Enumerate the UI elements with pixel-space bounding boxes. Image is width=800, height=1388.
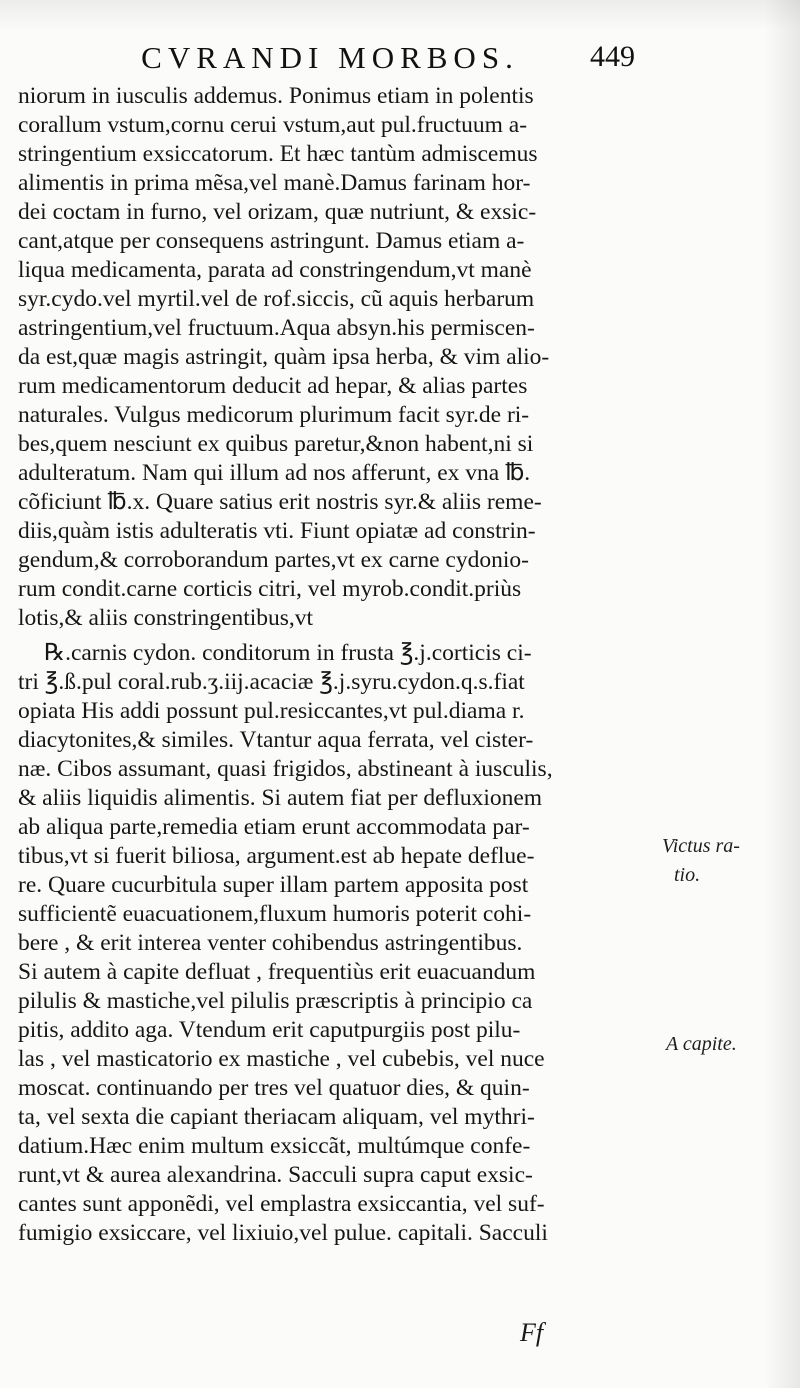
page-number: 449 <box>590 40 635 73</box>
text-line: cant,atque per consequens astringunt. Damus etiam a- <box>18 228 525 254</box>
text-line: stringentium exsiccatorum. Et hæc tantùm admiscemus <box>18 141 538 167</box>
text-line: rum medicamentorum deducit ad hepar, & alias partes <box>18 373 528 399</box>
text-line: & aliis liquidis alimentis. Si autem fiat per defluxionem <box>18 785 543 811</box>
page-shadow-fold <box>764 0 800 1388</box>
text-line: runt,vt & aurea alexandrina. Sacculi supra caput exsic- <box>18 1162 533 1188</box>
margin-note-victus: Victus ra- <box>662 835 740 857</box>
text-line: bes,quem nesciunt ex quibus paretur,&non habent,ni si <box>18 431 534 457</box>
text-line: fumigio exsiccare, vel lixiuio,vel pulue. capitali. Sacculi <box>18 1220 548 1246</box>
text-line: syr.cydo.vel myrtil.vel de rof.siccis, cũ aquis herbarum <box>18 286 535 312</box>
text-line: re. Quare cucurbitula super illam partem apposita post <box>18 872 529 898</box>
page-shadow-top <box>0 0 800 30</box>
text-line: tibus,vt si fuerit biliosa, argument.est ab hepate deflue- <box>18 843 535 869</box>
text-line: cantes sunt apponẽdi, vel emplastra exsiccantia, vel suf- <box>18 1191 545 1217</box>
text-line: corallum vstum,cornu cerui vstum,aut pul.fructuum a- <box>18 112 528 138</box>
text-line: opiata His addi possunt pul.resiccantes,vt pul.diama r. <box>18 698 525 724</box>
text-line: liqua medicamenta, parata ad constringendum,vt manè <box>18 257 532 283</box>
running-head: CVRANDI MORBOS. <box>141 40 519 75</box>
text-line: cõficiunt ℔.x. Quare satius erit nostris syr.& aliis reme- <box>18 489 542 515</box>
text-line: gendum,& corroborandum partes,vt ex carne cydonio- <box>18 547 529 573</box>
text-line: adulteratum. Nam qui illum ad nos afferunt, ex vna ℔. <box>18 460 531 486</box>
text-line: bere , & erit interea venter cohibendus astringentibus. <box>18 930 523 956</box>
text-line: næ. Cibos assumant, quasi frigidos, abstineant à iusculis, <box>18 756 553 782</box>
signature-mark: Ff <box>520 1318 544 1347</box>
text-line: pilulis & mastiche,vel pilulis præscriptis à principio ca <box>18 988 533 1014</box>
text-line: diacytonites,& similes. Vtantur aqua ferrata, vel cister- <box>18 727 534 753</box>
text-line: lotis,& aliis constringentibus,vt <box>18 605 314 631</box>
text-line: da est,quæ magis astringit, quàm ipsa herba, & vim alio- <box>18 344 550 370</box>
text-line: naturales. Vulgus medicorum plurimum facit syr.de ri- <box>18 402 530 428</box>
margin-note-ratio: tio. <box>674 864 701 886</box>
text-line: astringentium,vel fructuum.Aqua absyn.his permiscen- <box>18 315 535 341</box>
text-line: moscat. continuando per tres vel quatuor dies, & quin- <box>18 1075 530 1101</box>
text-line: tri ℥.ß.pul coral.rub.ʒ.iij.acaciæ ℥.j.syru.cydon.q.s.fiat <box>18 669 525 695</box>
text-line: pitis, addito aga. Vtendum erit caputpurgiis post pilu- <box>18 1017 521 1043</box>
text-line: diis,quàm istis adulteratis vti. Fiunt opiatæ ad constrin- <box>18 518 536 544</box>
recipe-line: ℞.carnis cydon. conditorum in frusta ℥.j.corticis ci- <box>44 640 532 666</box>
text-line: ab aliqua parte,remedia etiam erunt accommodata par- <box>18 814 530 840</box>
text-line: alimentis in prima mẽsa,vel manè.Damus farinam hor- <box>18 170 531 196</box>
text-block <box>18 82 658 1248</box>
text-line: ta, vel sexta die capiant theriacam aliquam, vel mythri- <box>18 1104 535 1130</box>
text-line: rum condit.carne corticis citri, vel myrob.condit.priùs <box>18 576 522 602</box>
text-line: las , vel masticatorio ex mastiche , vel cubebis, vel nuce <box>18 1046 545 1072</box>
text-line: sufficientẽ euacuationem,fluxum humoris poterit cohi- <box>18 901 532 927</box>
text-line: dei coctam in furno, vel orizam, quæ nutriunt, & exsic- <box>18 199 537 225</box>
text-line: datium.Hæc enim multum exsiccãt, multúmque confe- <box>18 1133 531 1159</box>
text-line: Si autem à capite defluat , frequentiùs erit euacuandum <box>18 959 536 985</box>
text-line: niorum in iusculis addemus. Ponimus etiam in polentis <box>18 83 534 109</box>
margin-note-a-capite: A capite. <box>666 1033 737 1055</box>
